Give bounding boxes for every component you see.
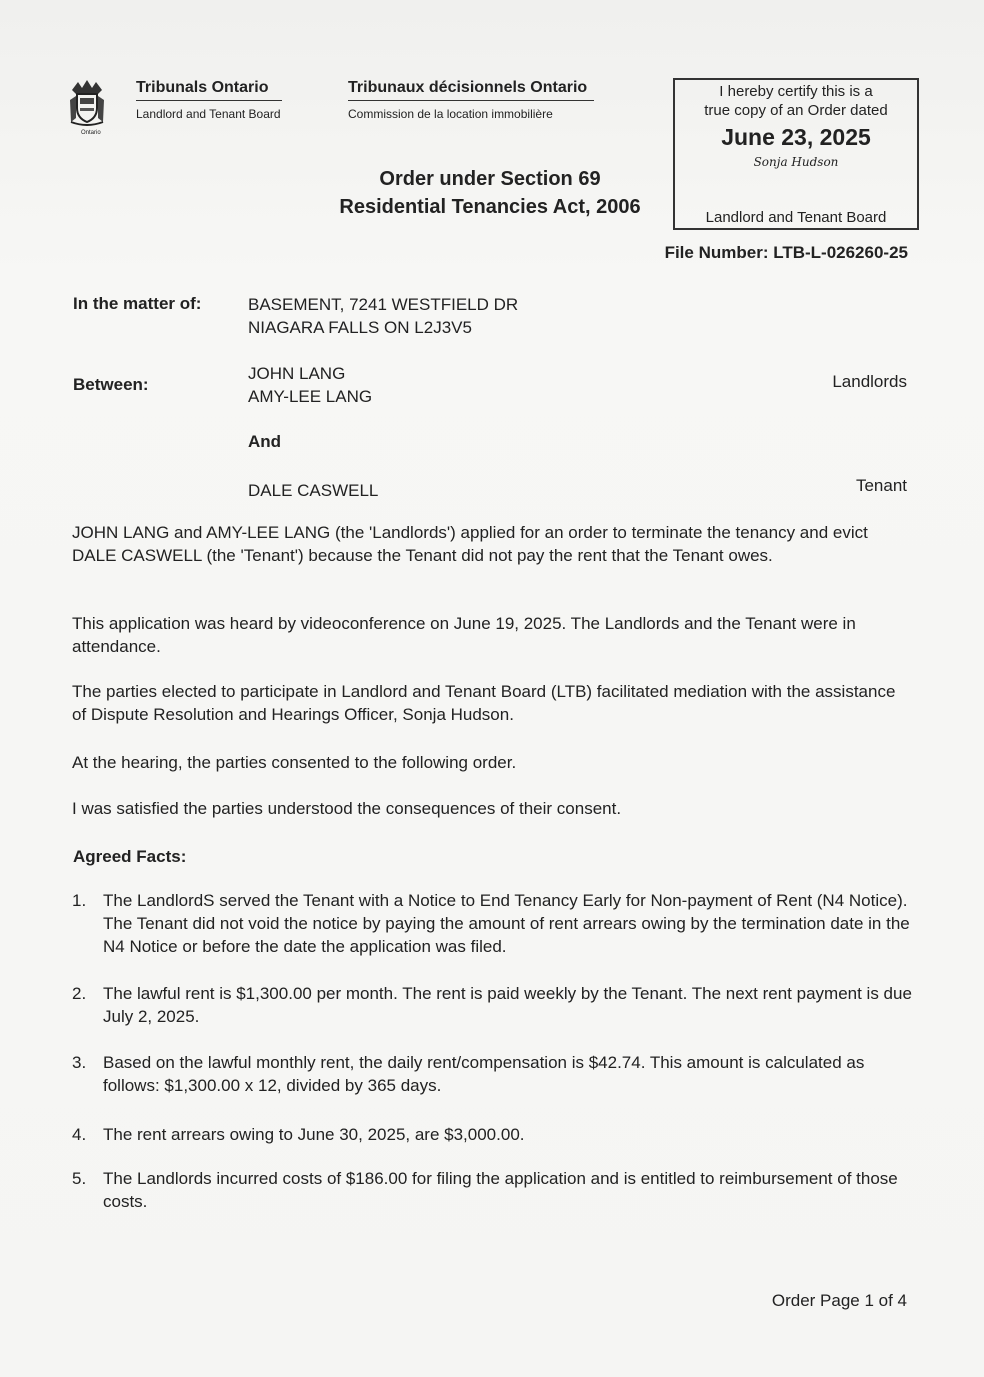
stamp-board: Landlord and Tenant Board: [705, 209, 887, 226]
file-number: File Number: LTB-L-026260-25: [664, 243, 908, 262]
matter-address: [248, 293, 518, 339]
paragraph-satisfied: I was satisfied the parties understood the consequences of their consent.: [72, 799, 622, 818]
item-text: The LandlordS served the Tenant with a Notice to End Tenancy Early for Non-payment of Rent (N4 Notice). The Tenant did not void the notice by paying the amount of rent arrears owing by the termination date in the N4 Notice or before the date the application was filed.: [103, 891, 910, 956]
stamp-signature: Sonja Hudson: [753, 155, 839, 169]
page-number: Order Page 1 of 4: [771, 1291, 907, 1310]
stamp-line-2: true copy of an Order dated: [704, 102, 888, 119]
order-title-line-2: Residential Tenancies Act, 2006: [339, 196, 641, 218]
landlord-name-2: AMY-LEE LANG: [248, 387, 373, 406]
org-name-fr-block: [348, 79, 594, 121]
matter-label: In the matter of:: [73, 294, 202, 313]
paragraph-mediation: The parties elected to participate in Landlord and Tenant Board (LTB) facilitated mediation with the assistance of Dispute Resolution and Hearings Officer, Sonja Hudson.: [72, 682, 896, 724]
ontario-crest-icon: [68, 78, 106, 136]
org-name-en: Tribunals Ontario: [136, 79, 282, 101]
between-label: Between:: [73, 375, 149, 394]
landlord-names: [248, 362, 372, 408]
agreed-facts-heading: Agreed Facts:: [73, 847, 187, 866]
item-text: Based on the lawful monthly rent, the daily rent/compensation is $42.74. This amount is calculated as follows: $1,300.00 x 12, divided by 365 days.: [103, 1053, 865, 1095]
address-line-2: NIAGARA FALLS ON L2J3V5: [248, 318, 472, 337]
item-text: The rent arrears owing to June 30, 2025, are $3,000.00.: [103, 1125, 525, 1144]
address-line-1: BASEMENT, 7241 WESTFIELD DR: [248, 295, 519, 314]
org-name-en-block: [136, 79, 282, 121]
tenant-name: DALE CASWELL: [248, 481, 379, 500]
landlords-role: Landlords: [832, 372, 907, 391]
stamp-line-1: I hereby certify this is a: [719, 83, 873, 100]
item-text: The lawful rent is $1,300.00 per month. The rent is paid weekly by the Tenant. The next rent payment is due July 2, 2025.: [103, 984, 912, 1026]
board-name-en: Landlord and Tenant Board: [136, 107, 281, 121]
paragraph-consent: At the hearing, the parties consented to the following order.: [72, 753, 517, 772]
item-number: 1.: [72, 891, 87, 910]
item-number: 2.: [72, 984, 87, 1003]
certification-stamp: [673, 78, 919, 230]
landlord-name-1: JOHN LANG: [248, 364, 346, 383]
item-number: 4.: [72, 1125, 87, 1144]
crest-caption: Ontario: [81, 130, 101, 136]
paragraph-hearing: This application was heard by videoconference on June 19, 2025. The Landlords and the Tenant were in attendance.: [72, 614, 856, 656]
stamp-date: June 23, 2025: [721, 124, 871, 150]
item-text: The Landlords incurred costs of $186.00 for filing the application and is entitled to reimbursement of those costs.: [103, 1169, 898, 1211]
order-title: [300, 165, 680, 221]
and-label: And: [248, 432, 282, 451]
board-name-fr: Commission de la location immobilière: [348, 107, 553, 121]
paragraph-application: JOHN LANG and AMY-LEE LANG (the 'Landlords') applied for an order to terminate the tenancy and evict DALE CASWELL (the 'Tenant') because the Tenant did not pay the rent that the Tenant owes.: [72, 523, 868, 565]
org-name-fr: Tribunaux décisionnels Ontario: [348, 79, 594, 101]
tenant-role: Tenant: [855, 476, 907, 495]
item-number: 3.: [72, 1053, 87, 1072]
order-title-line-1: Order under Section 69: [379, 168, 601, 190]
item-number: 5.: [72, 1169, 87, 1188]
